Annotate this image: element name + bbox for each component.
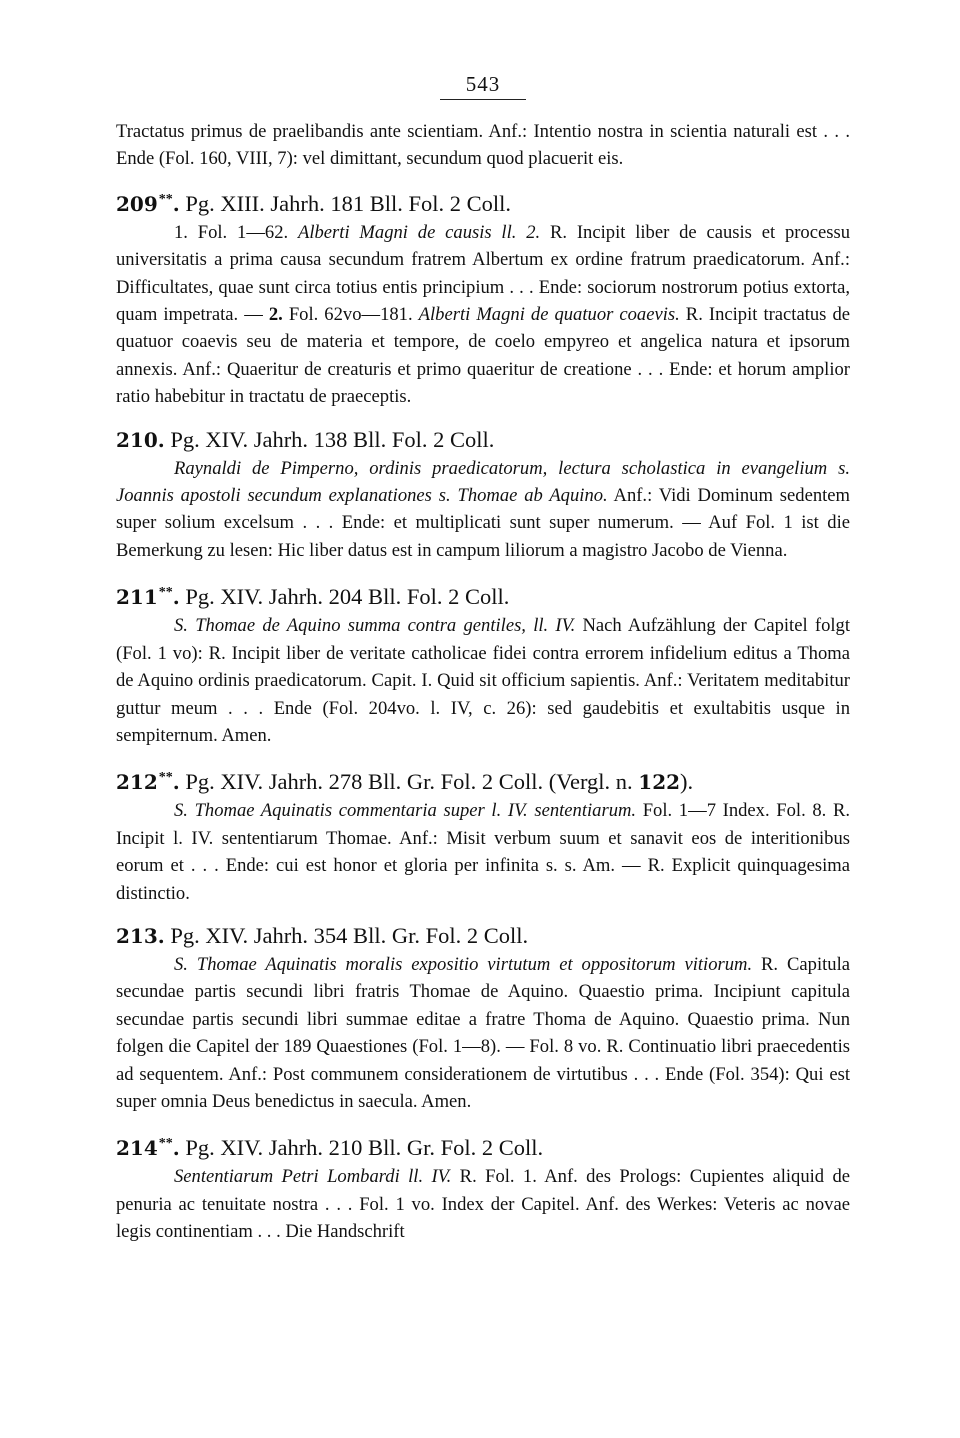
page-number-rule xyxy=(440,99,526,100)
page-number: 543 xyxy=(465,72,501,96)
work-title: Alberti Magni de quatuor coaevis. xyxy=(418,304,680,326)
work-title: S. Thomae Aquinatis commentaria super l. IV. sententiarum. xyxy=(174,800,637,822)
entry-heading-text: Pg. XIII. Jahrh. 181 Bll. Fol. 2 Coll. xyxy=(179,190,511,216)
entry-heading-text: Pg. XIV. Jahrh. 210 Bll. Gr. Fol. 2 Coll. xyxy=(179,1135,544,1161)
work-title: S. Thomae de Aquino summa contra gentiles, ll. IV. xyxy=(174,615,576,637)
entry-heading-tail: ). xyxy=(680,769,694,795)
entry-cross-reference: 122 xyxy=(638,770,681,795)
entry-description xyxy=(116,797,850,907)
catalog-entry xyxy=(116,763,850,907)
entry-heading-text: Pg. XIV. Jahrh. 204 Bll. Fol. 2 Coll. xyxy=(179,584,510,610)
entry-number: 209 xyxy=(116,191,158,216)
entry-heading-text: Pg. XIV. Jahrh. 278 Bll. Gr. Fol. 2 Coll. (Vergl. n. xyxy=(179,769,639,795)
catalog-entry xyxy=(116,578,850,749)
entry-asterisks: ** xyxy=(158,1136,173,1152)
entry-marker-dot: . xyxy=(172,585,180,610)
entry-text: 1. Fol. 1—62. xyxy=(174,221,298,243)
entry-heading xyxy=(116,185,850,219)
work-title: Sententiarum Petri Lombardi ll. IV. xyxy=(174,1166,452,1188)
entry-number: 213 xyxy=(116,923,158,948)
entry-text: R. Incipit tractatus de quatuor coaevis seu de materia et tempore, de coelo empyreo et angelica natura et ipsorum annexis. Anf.: Quaeritur de creaturis et primo quaeritur de creatione . . . Ende: et horum amplior ratio habebitur in tractatu de praeceptis. xyxy=(116,304,850,408)
entry-description xyxy=(116,612,850,749)
entry-text: Anf.: Vidi Dominum sedentem super solium excelsum . . . Ende: et multiplicati sunt super numerum. — Auf Fol. 1 ist die Bemerkung zu lesen: Hic liber datus est in campum liliorum a magistro Jacobo de Vienna. xyxy=(116,485,850,561)
catalog-entry xyxy=(116,425,850,565)
work-title: Raynaldi de Pimperno, ordinis praedicatorum, lectura scholastica in evangelium s. Joannis apostoli secundum explanationes s. Thomae ab Aquino. xyxy=(116,457,850,507)
entry-heading xyxy=(116,921,850,951)
entry-text: R. Incipit liber de causis et processu universitatis a prima causa secundum fratrem Albertum ex ordine fratrum praedicatorum. Anf.: Difficultates, quae sunt circa totius entis principium . . . Ende: sociorum nostrorum potius extorta, quam impetrata. — xyxy=(116,221,851,326)
entry-heading xyxy=(116,1129,850,1163)
entry-number: 211 xyxy=(116,585,158,610)
entry-text: 2. xyxy=(268,304,283,326)
entry-marker-dot: . xyxy=(172,191,180,216)
entry-marker: . xyxy=(157,923,165,948)
entry-asterisks: ** xyxy=(158,191,173,207)
entry-marker xyxy=(158,1135,180,1160)
intro-paragraph: Tractatus primus de praelibandis ante scientiam. Anf.: Intentio nostra in scientia naturali est . . . Ende (Fol. 160, VIII, 7): vel dimittant, secundum quod placuerit eis. xyxy=(116,121,850,170)
entry-text: Fol. 62vo—181. xyxy=(282,304,419,326)
entry-heading xyxy=(116,578,850,612)
entry-heading-text: Pg. XIV. Jahrh. 354 Bll. Gr. Fol. 2 Coll. xyxy=(164,922,529,948)
entry-marker-dot: . xyxy=(172,1136,180,1161)
entry-number: 210 xyxy=(116,427,158,452)
entry-marker: . xyxy=(157,427,165,452)
entry-marker xyxy=(158,769,180,794)
entry-text: R. Fol. 1. Anf. des Prologs: Cupientes aliquid de penuria ac tenuitate nostra . . . Fol. 1 vo. Index der Capitel. Anf. des Werkes: Veteris ac novae legis continentiam . . . Die Handschrift xyxy=(116,1166,851,1243)
entry-text: Fol. 1—7 Index. Fol. 8. R. Incipit l. IV. sententiarum Thomae. Anf.: Misit verbum suum et sanavit eos de interitionibus eorum et . . . Ende: cui est honor et gloria per infinita s. s. Am. — R. Explicit quinquagesima distinctio. xyxy=(116,800,850,904)
catalog-entry xyxy=(116,921,850,1115)
entry-marker-dot: . xyxy=(172,770,180,795)
entry-heading xyxy=(116,425,850,455)
work-title: Alberti Magni de causis ll. 2. xyxy=(297,221,541,243)
catalog-entries xyxy=(116,185,850,1246)
entry-heading xyxy=(116,763,850,797)
entry-number: 212 xyxy=(116,770,158,795)
catalog-entry xyxy=(116,1129,850,1245)
entry-description xyxy=(116,455,850,565)
entry-marker xyxy=(158,191,180,216)
entry-number: 214 xyxy=(116,1136,158,1161)
catalog-entry xyxy=(116,185,850,411)
entry-text: Nach Aufzählung der Capitel folgt (Fol. 1 vo): R. Incipit liber de veritate catholicae fidei contra errorem infidelium editus a Thoma de Aquino ordinis praedicatorum. Capit. I. Quid sit officium sapientis. Anf.: Veritatem meditabitur guttur meum . . . Ende (Fol. 204vo. l. IV, c. 26): sed gaudebitis et exultabitis usque in sempiternum. Amen. xyxy=(116,615,850,746)
work-title: S. Thomae Aquinatis moralis expositio virtutum et oppositorum vitiorum. xyxy=(174,953,753,975)
page-content xyxy=(116,118,850,1260)
entry-description xyxy=(116,219,850,411)
entry-text: R. Capitula secundae partis secundi libri fratris Thomae de Aquino. Quaestio prima. Incipiunt capitula secundae partis secundi libri summae editae a fratre Thoma de Aquino. Quaestio prima. Nun folgen die Capitel der 189 Quaestiones (Fol. 1—8). — Fol. 8 vo. R. Continuatio libri praecedentis ad sequentem. Anf.: Post communem considerationem de virtutibus . . . Ende (Fol. 354): Qui est super omnia Deus benedictus in saecula. Amen. xyxy=(116,953,850,1112)
entry-marker xyxy=(158,584,180,609)
entry-description xyxy=(116,1163,850,1245)
entry-asterisks: ** xyxy=(158,770,173,786)
entry-heading-text: Pg. XIV. Jahrh. 138 Bll. Fol. 2 Coll. xyxy=(164,426,495,452)
entry-description xyxy=(116,951,850,1115)
entry-asterisks: ** xyxy=(158,585,173,601)
